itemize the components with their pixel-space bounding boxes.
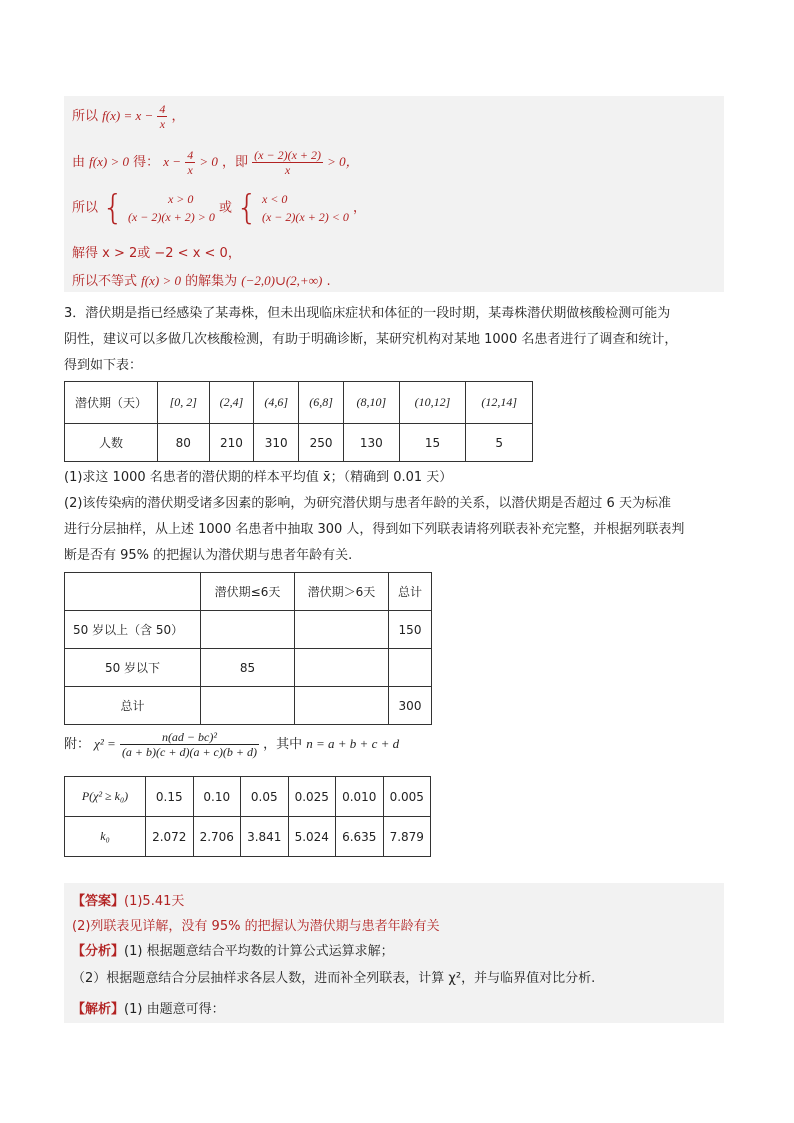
formula: n = a + b + c + d	[306, 736, 400, 751]
table-row	[65, 611, 432, 649]
table-row	[65, 777, 431, 817]
table-cell: 总计	[389, 573, 432, 611]
solution-line-3	[72, 190, 366, 226]
table-cell: 潜伏期（天）	[65, 382, 158, 424]
eq: x > 0	[167, 192, 194, 206]
text: 所以	[72, 200, 99, 216]
table-cell: 2.706	[193, 817, 241, 857]
table-cell: 0.15	[146, 777, 194, 817]
table-cell: 0.10	[193, 777, 241, 817]
sub-question-2: (2)该传染病的潜伏期受诸多因素的影响，为研究潜伏期与患者年龄的关系，以潜伏期是否超过 6 天为标准	[64, 496, 671, 511]
formula-note	[64, 730, 399, 759]
table-cell	[295, 649, 389, 687]
text: 得：	[133, 155, 160, 170]
answer-text: (1)5.41天	[124, 894, 185, 909]
table-cell: 80	[158, 424, 210, 462]
table-cell: 15	[399, 424, 466, 462]
table-cell: k₀	[65, 817, 146, 857]
table-cell: 0.025	[288, 777, 336, 817]
eq: (x − 2)(x + 2) > 0	[127, 210, 215, 224]
table-cell: 250	[299, 424, 344, 462]
table-cell: 潜伏期≤6天	[201, 573, 295, 611]
answer-tag: 【答案】	[72, 894, 125, 909]
solution-line-4: 解得 x > 2或 −2 < x < 0，	[72, 246, 241, 261]
sub-question-2: 断是否有 95% 的把握认为潜伏期与患者年龄有关.	[64, 548, 353, 563]
table-cell: (6,8]	[299, 382, 344, 424]
solution-line-2	[72, 148, 359, 177]
analysis-line-2: （2）根据题意结合分层抽样求各层人数，进而补全列联表，计算 χ²，并与临界值对比分析.	[72, 971, 596, 986]
table-row	[65, 687, 432, 725]
fraction	[120, 730, 259, 759]
analysis-text: (1) 根据题意结合平均数的计算公式运算求解；	[124, 944, 394, 959]
system-1	[128, 190, 215, 226]
fraction	[252, 148, 323, 177]
contingency-table	[64, 572, 432, 725]
table-cell: 0.05	[241, 777, 289, 817]
table-cell	[389, 649, 432, 687]
text: 由	[72, 155, 86, 170]
table-cell: 0.005	[383, 777, 431, 817]
table-cell: (12,14]	[466, 382, 533, 424]
text: 所以不等式	[72, 274, 138, 289]
table-cell	[201, 687, 295, 725]
text: 所以	[72, 109, 99, 124]
table-cell: P(χ² ≥ k₀)	[65, 777, 146, 817]
table-cell	[65, 573, 201, 611]
table-cell: 150	[389, 611, 432, 649]
table-cell: 300	[389, 687, 432, 725]
text: ，即	[222, 155, 249, 170]
critical-value-table	[64, 776, 431, 857]
question-paragraph: 3．潜伏期是指已经感染了某毒株，但未出现临床症状和体征的一段时期，某毒株潜伏期做核酸检测可能为	[64, 306, 671, 321]
question-paragraph: 阴性，建议可以多做几次核酸检测，有助于明确诊断，某研究机构对某地 1000 名患者进行了调查和统计，	[64, 332, 678, 347]
solution-line-1	[72, 102, 185, 131]
answer-line-2: (2)列联表见详解，没有 95% 的把握认为潜伏期与患者年龄有关	[72, 919, 440, 934]
table-row	[65, 649, 432, 687]
table-cell	[295, 687, 389, 725]
table-cell: 潜伏期＞6天	[295, 573, 389, 611]
explanation-line	[72, 998, 225, 1017]
table-cell: 310	[254, 424, 299, 462]
denominator: x	[159, 117, 166, 131]
text: ，	[353, 200, 367, 216]
table-cell: 5	[466, 424, 533, 462]
denominator: x	[187, 163, 193, 177]
table-cell	[295, 611, 389, 649]
system-2	[262, 190, 349, 226]
numerator: 4	[159, 102, 166, 116]
numerator: (x − 2)(x + 2)	[254, 148, 322, 162]
table-cell: 50 岁以下	[65, 649, 201, 687]
formula: f(x) > 0	[89, 154, 129, 169]
sub-question-1: (1)求这 1000 名患者的潜伏期的样本平均值 x̄；（精确到 0.01 天）	[64, 470, 453, 485]
table-cell: 6.635	[336, 817, 384, 857]
formula: x −	[163, 154, 182, 169]
brace: {	[102, 188, 124, 228]
table-cell: 人数	[65, 424, 158, 462]
numerator: 4	[187, 148, 194, 162]
formula: χ² =	[94, 736, 116, 751]
table-row	[65, 382, 533, 424]
text: ，	[171, 109, 185, 124]
answer-block	[64, 883, 724, 1023]
eq: x < 0	[261, 192, 288, 206]
denominator: (a + b)(c + d)(a + c)(b + d)	[121, 745, 257, 759]
table-cell: 3.841	[241, 817, 289, 857]
table-cell: [0, 2]	[158, 382, 210, 424]
latency-table	[64, 381, 533, 462]
table-cell: (8,10]	[343, 382, 399, 424]
solution-line-5	[72, 270, 331, 289]
sub-question-2: 进行分层抽样，从上述 1000 名患者中抽取 300 人，得到如下列联表请将列联表补充完整，并根据列联表判	[64, 522, 685, 537]
formula: f(x) = x −	[102, 108, 154, 123]
eq: (x − 2)(x + 2) < 0	[261, 210, 349, 224]
brace: {	[236, 188, 258, 228]
analysis-line	[72, 940, 394, 959]
text: 或	[219, 200, 233, 216]
answer-line	[72, 890, 184, 909]
analysis-tag: 【分析】	[72, 944, 125, 959]
table-row	[65, 817, 431, 857]
table-cell: (10,12]	[399, 382, 466, 424]
table-cell: 0.010	[336, 777, 384, 817]
numerator: n(ad − bc)²	[120, 730, 259, 745]
formula: > 0，	[327, 154, 359, 169]
text: ，其中	[263, 737, 303, 752]
table-cell: 85	[201, 649, 295, 687]
solution-block	[64, 96, 724, 292]
explanation-text: (1) 由题意可得：	[124, 1002, 225, 1017]
text: 附：	[64, 737, 91, 752]
table-cell: 2.072	[146, 817, 194, 857]
table-cell: (2,4]	[209, 382, 254, 424]
table-cell: 5.024	[288, 817, 336, 857]
explanation-tag: 【解析】	[72, 1002, 125, 1017]
table-cell	[201, 611, 295, 649]
fraction	[157, 102, 167, 131]
table-cell: 130	[343, 424, 399, 462]
table-cell: 7.879	[383, 817, 431, 857]
text: .	[326, 274, 331, 289]
denominator: x	[284, 163, 291, 177]
formula: (−2,0)∪(2,+∞)	[241, 273, 323, 288]
table-cell: 总计	[65, 687, 201, 725]
table-cell: 210	[209, 424, 254, 462]
table-cell: 50 岁以上（含 50）	[65, 611, 201, 649]
table-row	[65, 573, 432, 611]
table-row	[65, 424, 533, 462]
fraction	[185, 148, 195, 177]
formula: > 0	[199, 154, 218, 169]
text: 的解集为	[185, 274, 238, 289]
formula: f(x) > 0	[141, 273, 181, 288]
question-paragraph: 得到如下表：	[64, 358, 143, 373]
table-cell: (4,6]	[254, 382, 299, 424]
